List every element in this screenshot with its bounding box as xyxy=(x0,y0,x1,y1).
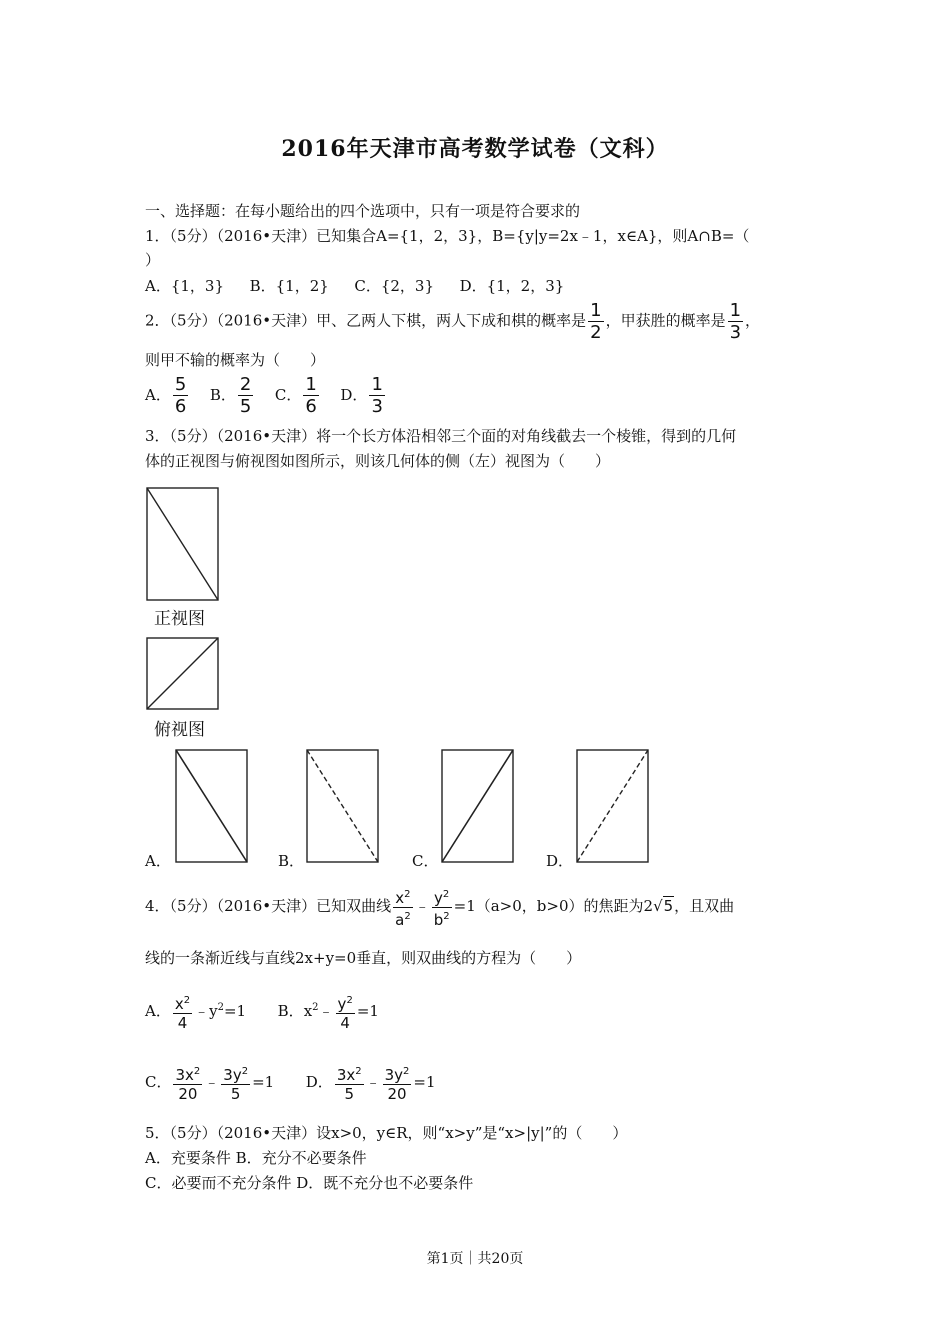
q3-option-d-figure[interactable] xyxy=(576,749,650,864)
section-heading: 一、选择题：在每小题给出的四个选项中，只有一项是符合要求的 xyxy=(145,202,581,220)
q1-option-c[interactable]: C．{2，3} xyxy=(354,277,434,295)
q2-fraction-draw: $\frac{1}{2}$ xyxy=(590,300,602,343)
q3-option-c-figure[interactable] xyxy=(441,749,515,864)
q4-option-a[interactable]: A． $\frac{x^2}{4}$ $﹣y^2=1$ xyxy=(145,1002,246,1020)
q5-stem: 5．（5分）（2016•天津）设x>0，y∈R，则“x>y”是“x>|y|”的（ ） xyxy=(145,1124,628,1142)
q2-stem: 2．（5分）（2016•天津）甲、乙两人下棋，两人下成和棋的概率是 $\frac{1}{2}$ ，甲获胜的概率是 $\frac{1}{3}$ ， xyxy=(145,300,761,343)
q4-option-d[interactable]: D． $\frac{3x^2}{5}$ ﹣ $\frac{3y^2}{20}$ =1 xyxy=(306,1073,436,1091)
q3-option-a-figure[interactable] xyxy=(175,749,249,864)
q3-option-b-figure[interactable] xyxy=(306,749,380,864)
q4-options-cd xyxy=(145,1060,436,1104)
q3-option-c-label[interactable]: C． xyxy=(412,852,439,870)
q2-fraction-win: $\frac{1}{3}$ xyxy=(729,300,742,343)
q4-fraction-y: $\frac{y^2}{b^2}$ xyxy=(432,886,452,929)
q4-sqrt: √5 xyxy=(653,897,674,915)
q1-options xyxy=(145,276,564,296)
q2-stem-line2: 则甲不输的概率为（ ） xyxy=(145,351,326,369)
q3-stem-line2: 体的正视图与俯视图如图所示，则该几何体的侧（左）视图为（ ） xyxy=(145,452,611,470)
q1-stem: 1．（5分）（2016•天津）已知集合A={1，2，3}，B={y|y=2x﹣1，x∈A}，则A∩B=（ xyxy=(145,227,750,245)
q3-option-d-label[interactable]: D． xyxy=(546,852,574,870)
top-view-figure xyxy=(146,637,220,711)
page-footer: 第1页｜共20页 xyxy=(426,1251,524,1267)
q1-option-b[interactable]: B．{1，2} xyxy=(249,277,329,295)
q2-option-a[interactable]: A． $\frac{5}{6}$ xyxy=(145,374,187,417)
q2-option-d[interactable]: D． $\frac{1}{3}$ xyxy=(340,374,383,417)
q5-options-ab[interactable]: A．充要条件 B．充分不必要条件 xyxy=(145,1149,367,1167)
top-view-label: 俯视图 xyxy=(154,720,205,740)
front-view-label: 正视图 xyxy=(154,609,205,629)
q4-stem: 4．（5分）（2016•天津）已知双曲线 $\frac{x^2}{a^2}$ ﹣ $\frac{y^2}{b^2}$ =1（a>0，b>0）的焦距为2√5，且双曲 xyxy=(145,884,734,929)
q1-option-d[interactable]: D．{1，2，3} xyxy=(459,277,565,295)
q3-stem: 3．（5分）（2016•天津）将一个长方体沿相邻三个面的对角线截去一个棱锥，得到的几何 xyxy=(145,427,737,445)
q4-option-b[interactable]: B．$x^2﹣$ $\frac{y^2}{4}$ =1 xyxy=(278,1002,379,1020)
q4-stem-line2: 线的一条渐近线与直线2x+y=0垂直，则双曲线的方程为（ ） xyxy=(145,949,582,967)
q3-option-a-label[interactable]: A． xyxy=(145,852,171,870)
q4-option-c[interactable]: C． $\frac{3x^2}{20}$ ﹣ $\frac{3y^2}{5}$ =1 xyxy=(145,1073,274,1091)
q2-options xyxy=(145,374,387,417)
q1-option-a[interactable]: A．{1，3} xyxy=(145,277,225,295)
q2-option-c[interactable]: C． $\frac{1}{6}$ xyxy=(274,374,317,417)
q4-fraction-x: $\frac{x^2}{a^2}$ xyxy=(393,886,413,929)
q2-option-b[interactable]: B． $\frac{2}{5}$ xyxy=(209,374,252,417)
q3-option-b-label[interactable]: B． xyxy=(278,852,305,870)
q4-options-ab xyxy=(145,986,379,1033)
q1-stem-end: ） xyxy=(145,251,161,269)
front-view-figure xyxy=(146,487,220,602)
page-title: 2016年天津市高考数学试卷（文科） xyxy=(281,136,669,162)
q5-options-cd[interactable]: C．必要而不充分条件 D．既不充分也不必要条件 xyxy=(145,1174,474,1192)
